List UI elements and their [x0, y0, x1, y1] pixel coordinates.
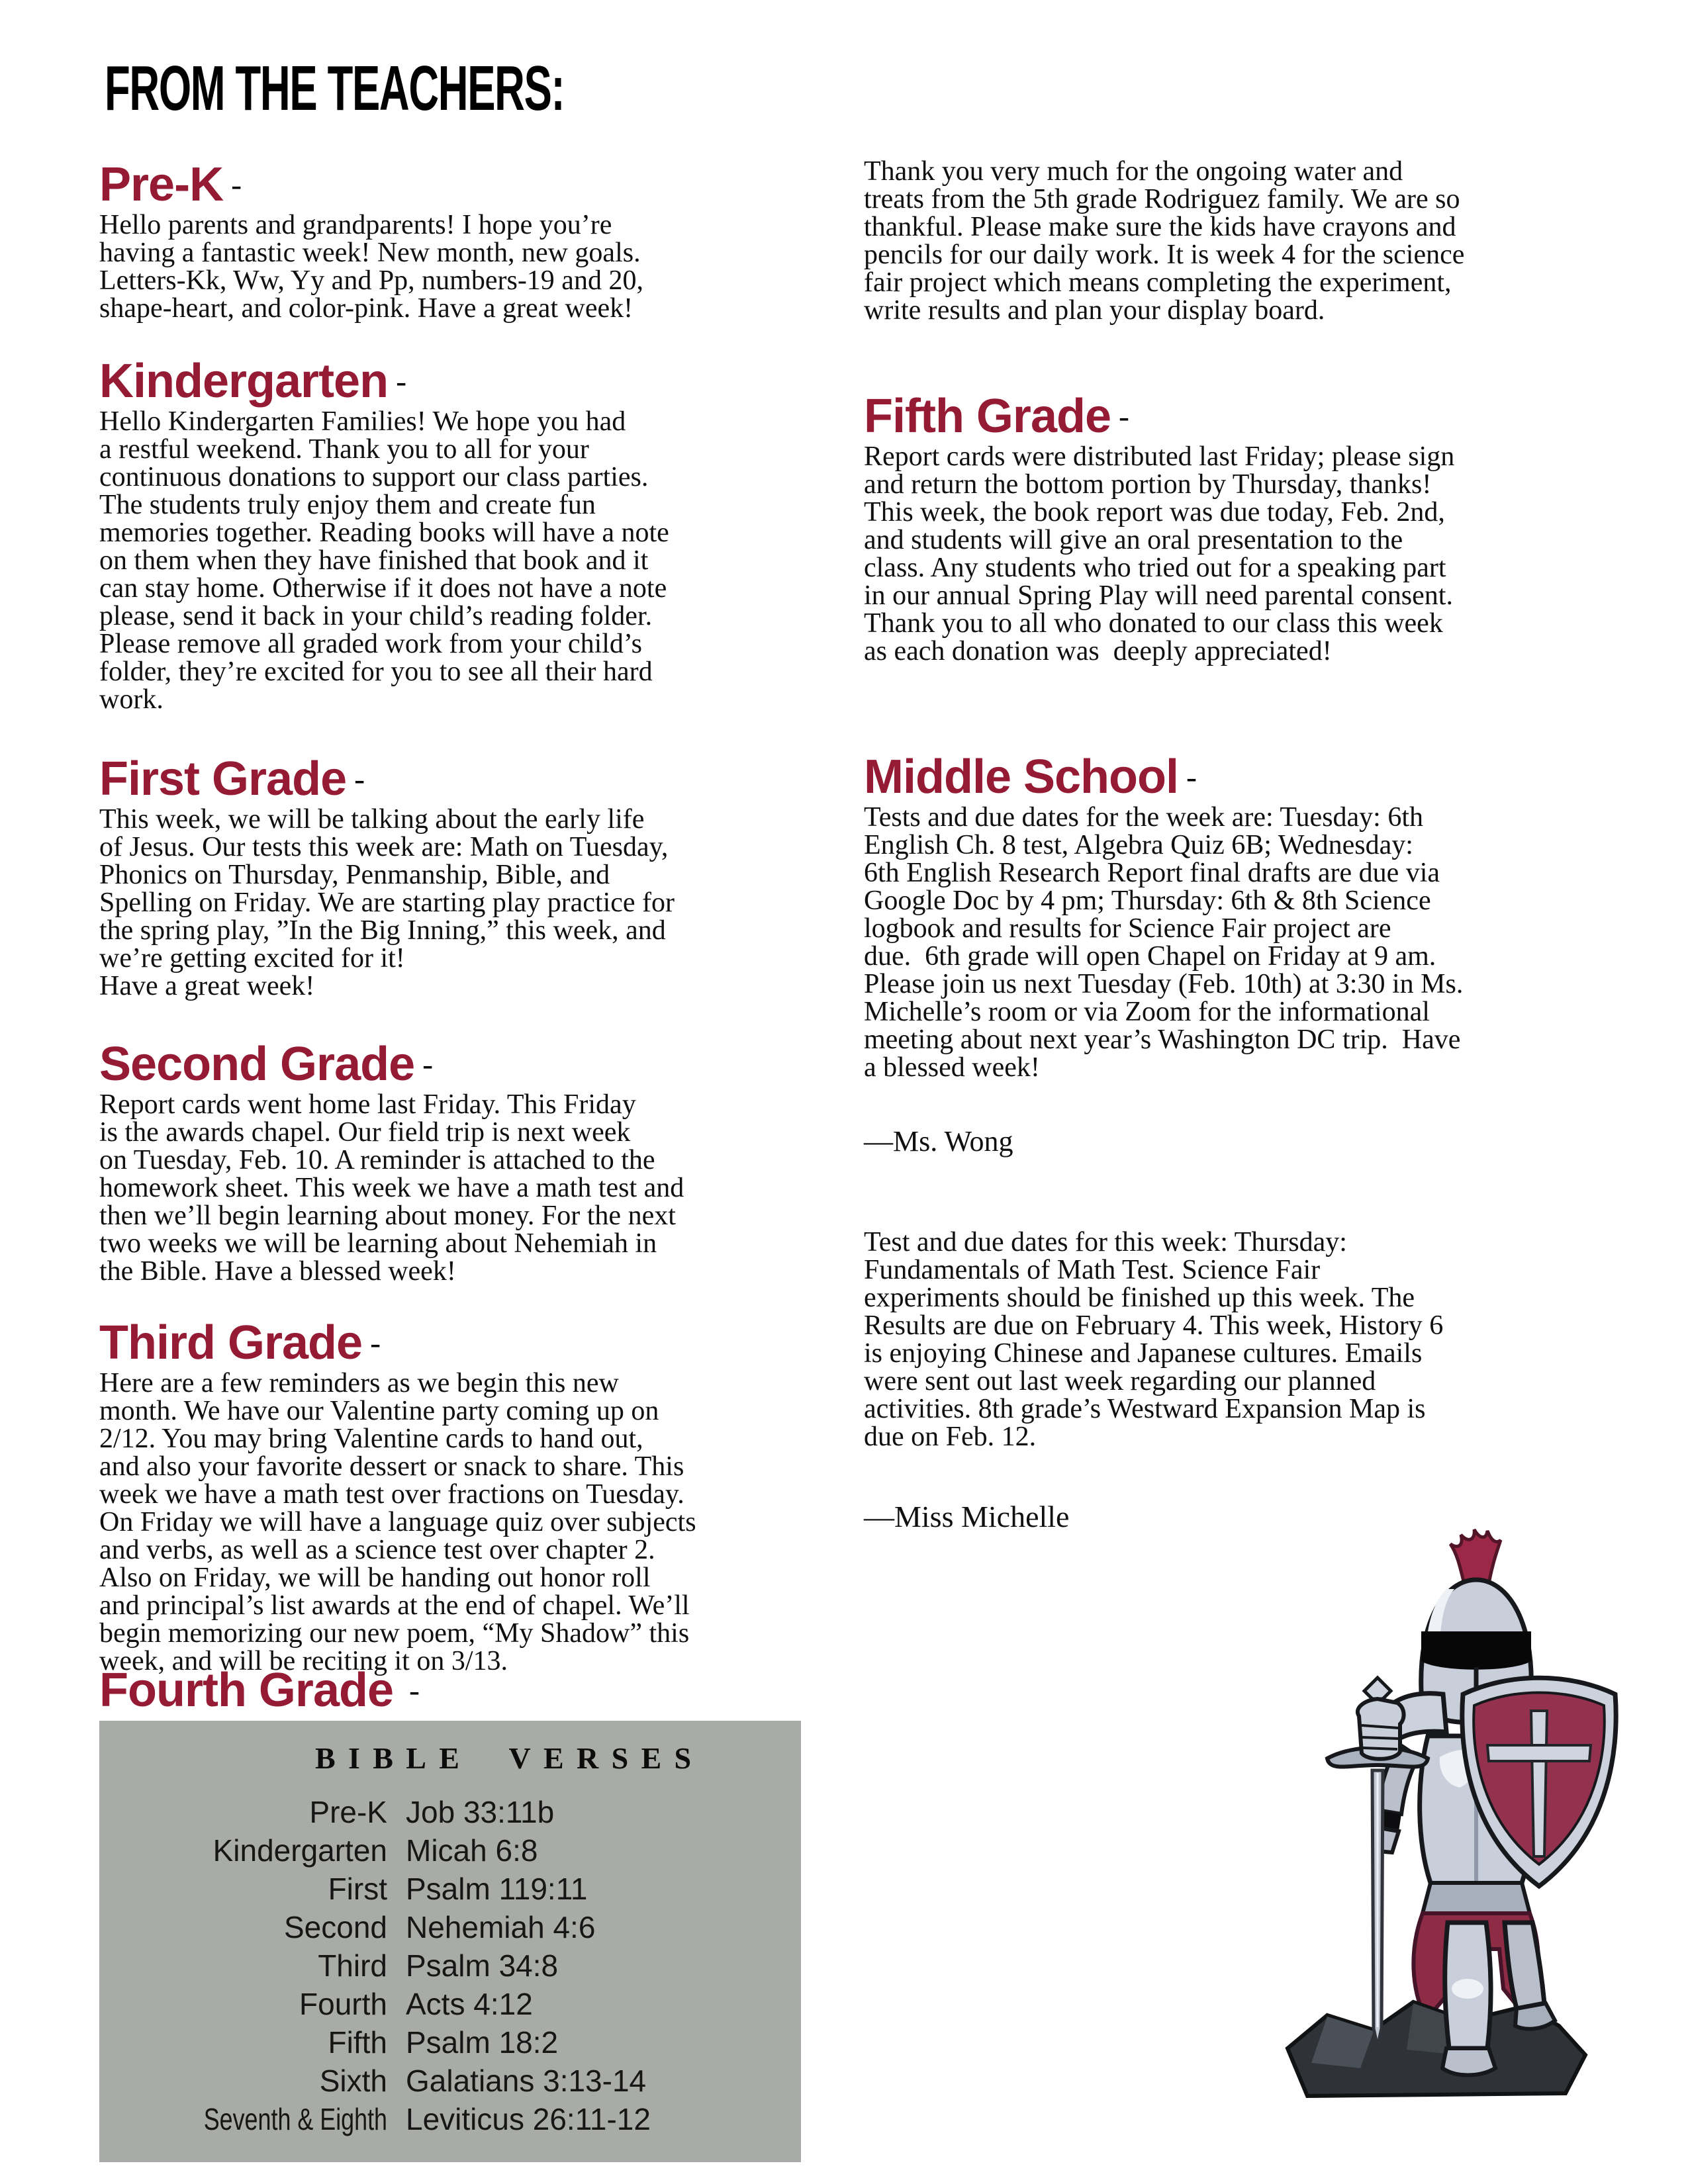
grade-section-body	[99, 408, 824, 713]
verse-row-grade: Third	[318, 1948, 387, 1983]
shield-cross-vertical	[1531, 1711, 1547, 1856]
body-line: and students will give an oral presentation to the	[864, 525, 1403, 555]
body-line: is enjoying Chinese and Japanese cultures. Emails	[864, 1338, 1423, 1369]
body-line: treats from the 5th grade Rodriguez family. We are so	[864, 184, 1460, 214]
body-line: Fundamentals of Math Test. Science Fair	[864, 1255, 1321, 1285]
body-line: of Jesus. Our tests this week are: Math on Tuesday,	[99, 832, 669, 862]
body-line: work.	[99, 684, 164, 715]
body-line: and return the bottom portion by Thursday, thanks!	[864, 469, 1432, 500]
body-line: begin memorizing our new poem, “My Shadow” this	[99, 1618, 690, 1649]
heading-dash: -	[354, 762, 365, 797]
body-line: This week, the book report was due today, Feb. 2nd,	[864, 497, 1445, 527]
body-line: the Bible. Have a blessed week!	[99, 1256, 456, 1287]
verse-row-grade: Pre-K	[309, 1795, 387, 1829]
verse-row-reference: Micah 6:8	[406, 1833, 538, 1868]
back-foot	[1515, 2003, 1555, 2029]
body-line: we’re getting excited for it!	[99, 943, 405, 974]
verse-row-grade: Fifth	[328, 2025, 387, 2060]
verse-row-reference: Galatians 3:13-14	[406, 2064, 647, 2098]
body-line: on Tuesday, Feb. 10. A reminder is attached to the	[99, 1145, 655, 1175]
body-line: and verbs, as well as a science test over chapter 2.	[99, 1535, 655, 1565]
verse-row-grade: Second	[283, 1910, 387, 1944]
right-column	[864, 158, 1635, 1533]
grade-section	[99, 1317, 824, 1675]
verse-row	[119, 1946, 781, 1985]
body-line: continuous donations to support our class parties.	[99, 462, 649, 492]
body-line: having a fantastic week! New month, new goals.	[99, 238, 641, 268]
body-line: then we’ll begin learning about money. For the next	[99, 1201, 676, 1231]
grade-section-heading-label: Second Grade	[99, 1038, 415, 1091]
verse-row-grade: Seventh & Eighth	[203, 2102, 387, 2136]
finger-line-2	[1362, 1737, 1399, 1739]
left-column	[99, 159, 824, 2162]
verse-row	[119, 1831, 781, 1870]
body-line: were sent out last week regarding our planned	[864, 1366, 1376, 1396]
body-line: Phonics on Thursday, Penmanship, Bible, and	[99, 860, 610, 890]
body-line: Hello parents and grandparents! I hope you’re	[99, 210, 612, 240]
body-line: can stay home. Otherwise if it does not have a note	[99, 573, 667, 604]
fourth-grade-continued-paragraph	[864, 158, 1635, 324]
grade-section	[99, 1038, 824, 1285]
body-line: Google Doc by 4 pm; Thursday: 6th & 8th Science	[864, 886, 1431, 916]
body-line: the spring play, ”In the Big Inning,” this week, and	[99, 915, 666, 946]
body-line: Please remove all graded work from your child’s	[99, 629, 642, 659]
body-line: 2/12. You may bring Valentine cards to hand out,	[99, 1424, 643, 1454]
grade-section-heading	[99, 159, 824, 211]
body-line: two weeks we will be learning about Nehemiah in	[99, 1228, 657, 1259]
bible-verses-box	[99, 1721, 801, 2162]
body-line: week we have a math test over fractions on Tuesday.	[99, 1479, 684, 1510]
verse-row	[119, 2100, 781, 2138]
body-line: Test and due dates for this week: Thursday:	[864, 1227, 1347, 1257]
knee-highlight	[1452, 1979, 1483, 1999]
grade-section-heading-label: Kindergarten	[99, 355, 389, 408]
body-line: Report cards went home last Friday. This Friday	[99, 1089, 636, 1120]
body-line: and principal’s list awards at the end of chapel. We’ll	[99, 1590, 690, 1621]
left-sections	[99, 159, 824, 1717]
body-line: week, and will be reciting it on 3/13.	[99, 1646, 508, 1676]
body-line: is the awards chapel. Our field trip is next week	[99, 1117, 631, 1148]
grade-section-heading-label: Third Grade	[99, 1316, 363, 1369]
grade-section-body	[864, 803, 1635, 1081]
body-line: Also on Friday, we will be handing out honor roll	[99, 1563, 651, 1593]
body-line: fair project which means completing the experiment,	[864, 267, 1452, 298]
body-line: Hello Kindergarten Families! We hope you had	[99, 406, 626, 437]
grade-section-heading	[99, 753, 824, 805]
grade-section-body	[864, 443, 1635, 665]
grade-section-heading-label: Pre-K	[99, 158, 224, 211]
verse-row-grade: Fourth	[299, 1987, 387, 2021]
grade-section-body	[99, 211, 824, 322]
grade-section-heading	[99, 1317, 824, 1369]
front-foot	[1442, 2048, 1495, 2075]
body-line: The students truly enjoy them and create fun	[99, 490, 596, 520]
body-line: This week, we will be talking about the early life	[99, 804, 645, 835]
body-line: class. Any students who tried out for a speaking part	[864, 553, 1446, 583]
body-line: 6th English Research Report final drafts are due via	[864, 858, 1440, 888]
body-line: and also your favorite dessert or snack to share. This	[99, 1451, 684, 1482]
grade-section-heading-label: Fifth Grade	[864, 390, 1111, 443]
body-line: Results are due on February 4. This week, History 6	[864, 1310, 1444, 1341]
verse-row	[119, 1793, 781, 1831]
grade-section	[864, 390, 1635, 665]
page-title	[105, 53, 801, 124]
body-line: English Ch. 8 test, Algebra Quiz 6B; Wednesday:	[864, 830, 1413, 860]
verse-row-reference: Leviticus 26:11-12	[406, 2102, 651, 2136]
verse-row-grade: First	[328, 1872, 387, 1906]
body-line: folder, they’re excited for you to see all their hard	[99, 657, 653, 687]
body-line: pencils for our daily work. It is week 4 for the science	[864, 240, 1465, 270]
body-line: meeting about next year’s Washington DC trip. Have	[864, 1024, 1461, 1055]
verse-row-reference: Psalm 34:8	[406, 1948, 559, 1983]
body-line: shape-heart, and color-pink. Have a great week!	[99, 293, 633, 324]
bible-verses-table	[99, 1793, 801, 2138]
heading-dash: -	[422, 1047, 434, 1082]
heading-dash: -	[370, 1326, 381, 1361]
body-line: logbook and results for Science Fair project are	[864, 913, 1391, 944]
body-line: as each donation was deeply appreciated!	[864, 636, 1332, 666]
body-line: write results and plan your display board.	[864, 295, 1325, 326]
body-line: thankful. Please make sure the kids have crayons and	[864, 212, 1456, 242]
verse-row-reference: Nehemiah 4:6	[406, 1910, 596, 1944]
body-line: on them when they have finished that book and it	[99, 545, 649, 576]
body-line: homework sheet. This week we have a math test and	[99, 1173, 684, 1203]
verse-row-reference: Psalm 119:11	[406, 1872, 588, 1906]
grade-section-body	[99, 805, 824, 1000]
shield-cross-horizontal	[1487, 1745, 1591, 1761]
heading-dash: -	[396, 364, 407, 399]
finger-line-3	[1363, 1748, 1397, 1749]
heading-dash: -	[401, 1673, 420, 1708]
body-line: Thank you to all who donated to our class this week	[864, 608, 1443, 639]
body-line: Michelle’s room or via Zoom for the informational	[864, 997, 1430, 1027]
grade-section	[99, 753, 824, 1000]
verse-row-grade: Kindergarten	[212, 1833, 387, 1868]
body-line: Tests and due dates for the week are: Tuesday: 6th	[864, 802, 1424, 833]
verse-row	[119, 1908, 781, 1946]
fauld	[1423, 1883, 1530, 1913]
page-title-text: FROM THE TEACHERS:	[105, 53, 565, 124]
miss-michelle-note	[864, 1228, 1635, 1451]
body-line: Spelling on Friday. We are starting play practice for	[99, 887, 675, 918]
body-line: activities. 8th grade’s Westward Expansion Map is	[864, 1394, 1426, 1424]
body-line: Thank you very much for the ongoing water and	[864, 156, 1403, 187]
heading-dash: -	[1119, 399, 1129, 434]
body-line: experiments should be finished up this week. The	[864, 1283, 1415, 1313]
verse-row-reference: Acts 4:12	[406, 1987, 533, 2021]
body-line: Here are a few reminders as we begin this new	[99, 1368, 619, 1398]
body-line: memories together. Reading books will have a note	[99, 518, 669, 548]
grade-section-heading	[864, 751, 1635, 803]
body-line: due. 6th grade will open Chapel on Friday at 9 am.	[864, 941, 1436, 972]
body-line: Please join us next Tuesday (Feb. 10th) at 3:30 in Ms.	[864, 969, 1464, 999]
grade-section	[864, 751, 1635, 1081]
body-line: On Friday we will have a language quiz over subjects	[99, 1507, 696, 1537]
grade-section-body	[99, 1091, 824, 1285]
grade-section	[99, 355, 824, 713]
visor-slit	[1421, 1631, 1531, 1670]
verse-row	[119, 2062, 781, 2100]
heading-dash: -	[231, 167, 242, 203]
body-line: Have a great week!	[99, 971, 315, 1001]
body-line: due on Feb. 12.	[864, 1422, 1037, 1452]
verse-row	[119, 1870, 781, 1908]
body-line: month. We have our Valentine party coming up on	[99, 1396, 659, 1426]
grade-section-heading-label: Fourth Grade	[99, 1664, 394, 1717]
knight-illustration	[1248, 1525, 1622, 2108]
grade-section-heading	[99, 1038, 824, 1091]
body-line: Letters-Kk, Ww, Yy and Pp, numbers-19 and 20,	[99, 265, 643, 296]
right-sections	[864, 390, 1635, 1081]
grade-section	[99, 159, 824, 322]
body-line: a blessed week!	[864, 1052, 1040, 1083]
verse-row-grade: Sixth	[319, 2064, 387, 2098]
signature-ms-wong: —Ms. Wong	[864, 1125, 1013, 1158]
grade-section-heading-label: First Grade	[99, 752, 347, 805]
heading-dash: -	[1186, 760, 1197, 795]
bible-verses-title: BIBLE VERSES	[315, 1741, 704, 1775]
knight-svg	[1248, 1525, 1622, 2108]
body-line: Report cards were distributed last Friday; please sign	[864, 441, 1455, 472]
signature-miss-michelle: —Miss Michelle	[864, 1500, 1070, 1533]
body-line: please, send it back in your child’s reading folder.	[99, 601, 653, 631]
body-line: in our annual Spring Play will need parental consent.	[864, 580, 1453, 611]
verse-row-reference: Job 33:11b	[406, 1795, 555, 1829]
verse-row	[119, 1985, 781, 2023]
grade-section-heading	[99, 355, 824, 408]
grade-section-heading-label: Middle School	[864, 751, 1179, 803]
grade-section-heading	[864, 390, 1635, 443]
grade-section-body	[99, 1369, 824, 1675]
body-line: a restful weekend. Thank you to all for your	[99, 434, 589, 465]
verse-row-reference: Psalm 18:2	[406, 2025, 559, 2060]
verse-row	[119, 2023, 781, 2062]
